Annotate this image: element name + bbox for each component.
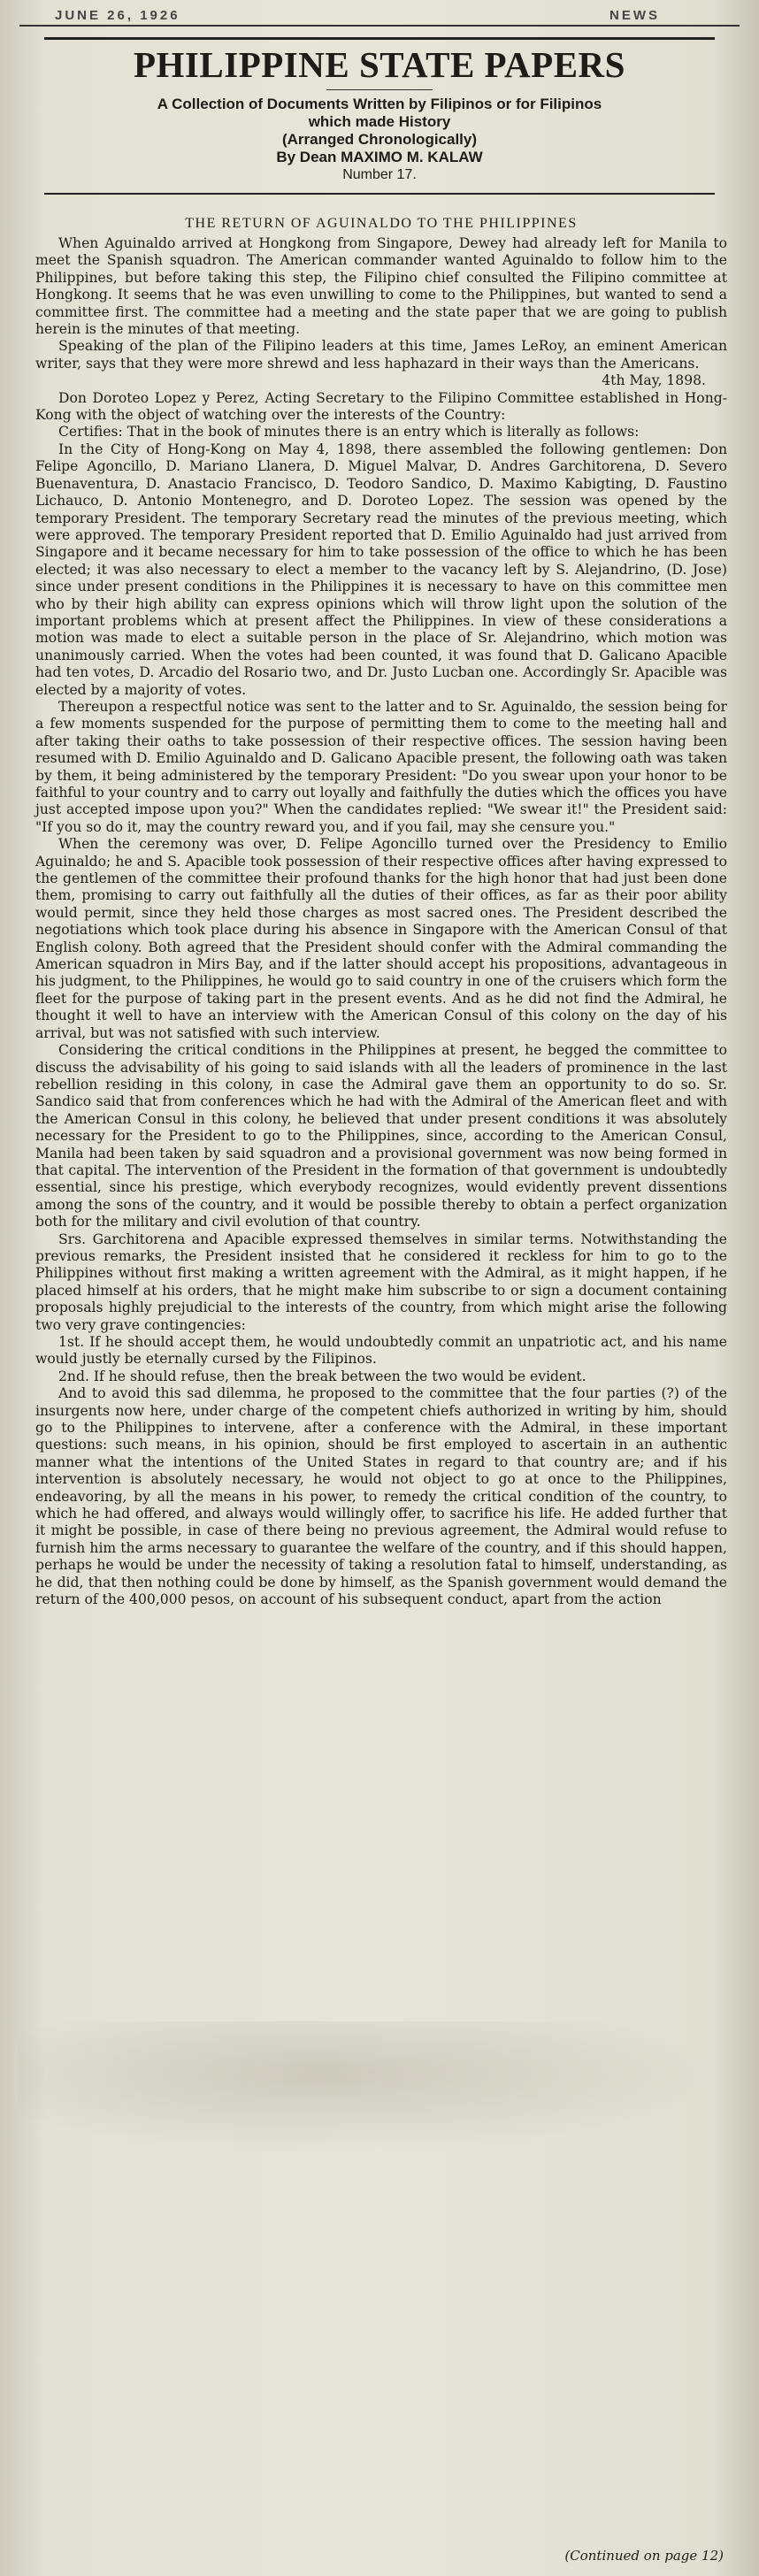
subtitle-line-2: which made History (308, 113, 451, 130)
article (19, 216, 740, 1609)
paragraph: Certifies: That in the book of minutes there is an entry which is literally as follows: (58, 424, 640, 441)
header-subtitle (44, 96, 715, 184)
masthead-date: JUNE 26, 1926 (55, 8, 180, 23)
paragraph: 1st. If he should accept them, he would undoubtedly commit an unpatriotic act, and his name would justly be eternally cursed by the Filipinos. (35, 1334, 727, 1368)
article-title: THE RETURN OF AGUINALDO TO THE PHILIPPINES (185, 216, 578, 231)
masthead-section: NEWS (610, 8, 660, 23)
paragraph: Srs. Garchitorena and Apacible expressed themselves in similar terms. Notwithstanding the previous remarks, the President insisted that he considered it reckless for him to go to the Philippines without first making a written agreement with the Admiral, as it might happen, if he placed himself at his orders, that he might make him subscribe to or sign a document containing proposals highly prejudicial to the interests of the country, from which might arise the following two very grave contingencies: (35, 1230, 727, 1333)
issue-number: Number 17. (342, 167, 417, 182)
paragraph: And to avoid this sad dilemma, he proposed to the committee that the four parties (?) of the insurgents now here, under charge of the competent chiefs authorized in writing by him, should go to the Philippines to intervene, after a conference with the Admiral, in these important questions: such means, in his opinion, should be first employed to ascertain in an authentic manner what the intentions of the United States in regard to that country are; and if his intervention is absolutely necessary, he would not object to go at once to the Philippines, endeavoring, by all the means in his power, to remedy the critical condition of the country, to which he had offered, and always would willingly offer, to sacrifice his life. He added further that it might be possible, in case of there being no previous agreement, the Admiral would refuse to furnish him the arms necessary to guarantee the welfare of the country, and if this should happen, perhaps he would be under the necessity of taking a resolution fatal to himself, understanding, as he did, that then nothing could be done by himself, as the Spanish government would demand the return of the 400,000 pesos, on account of his subsequent conduct, apart from the action (35, 1385, 727, 1608)
divider (326, 89, 433, 90)
paper-stain (18, 2021, 708, 2154)
article-body (35, 235, 727, 1609)
page-title: PHILIPPINE STATE PAPERS (134, 44, 625, 85)
minutes-date: 4th May, 1898. (602, 372, 706, 389)
subtitle-line-3: (Arranged Chronologically) (281, 131, 478, 148)
continued-note: (Continued on page 12) (564, 2548, 724, 2564)
paragraph: Don Doroteo Lopez y Perez, Acting Secretary to the Filipino Committee established in Hong-Kong with the object of watching over the interests of the Country: (35, 389, 727, 424)
paragraph: 2nd. If he should refuse, then the break between the two would be evident. (58, 1368, 586, 1384)
header-box (44, 37, 715, 195)
paragraph: When the ceremony was over, D. Felipe Agoncillo turned over the Presidency to Emilio Aguinaldo; he and S. Apacible took possession of their respective offices after having expressed to the gentlemen of the committee their profound thanks for the high honor that had just been done them, promising to carry out faithfully all the duties of their offices, as far as their poor ability would permit, since they held those charges as most sacred ones. The President described the negotiations which took place during his absence in Singapore with the American Consul of that English colony. Both agreed that the President should confer with the Admiral commanding the American squadron in Mirs Bay, and if the latter should accept his propositions, advantageous in his judgment, to the Philippines, he would go to said country in one of the cruisers which form the fleet for the purpose of taking part in the present events. And as he did not find the Admiral, he thought it well to have an interview with the American Consul of this colony on the day of his arrival, but was not satisfied with such interview. (35, 836, 727, 1041)
byline: By Dean MAXIMO M. KALAW (276, 149, 483, 165)
subtitle-line-1: A Collection of Documents Written by Filipinos or for Filipinos (157, 96, 602, 112)
paragraph: Speaking of the plan of the Filipino leaders at this time, James LeRoy, an eminent American writer, says that they were more shrewd and less haphazard in their ways than the Americans. (35, 338, 727, 372)
masthead (19, 0, 740, 27)
paragraph: Thereupon a respectful notice was sent to the latter and to Sr. Aguinaldo, the session being for a few moments suspended for the purpose of permitting them to come to the meeting hall and after taking their oaths to take possession of their respective offices. The session having been resumed with D. Emilio Aguinaldo and D. Galicano Apacible present, the following oath was taken by them, it being administered by the temporary President: "Do you swear upon your honor to be faithful to your country and to carry out loyally and faithfully the duties which the offices you have just accepted impose upon you?" When the candidates replied: "We swear it!" the President said: "If you so do it, may the country reward you, and if you fail, may she censure you." (35, 698, 727, 835)
paragraph: In the City of Hong-Kong on May 4, 1898, there assembled the following gentlemen: Don Felipe Agoncillo, D. Mariano Llanera, D. Miguel Malvar, D. Andres Garchitorena, D. Severo Buenaventura, D. Anastacio Francisco, D. Teodoro Sandico, D. Maximo Kabigting, D. Faustino Lichauco, D. Antonio Montenegro, and D. Doroteo Lopez. The session was opened by the temporary President. The temporary Secretary read the minutes of the previous meeting, which were approved. The temporary President reported that D. Emilio Aguinaldo had just arrived from Singapore and it became necessary for him to take possession of the office to which he has been elected; it was also necessary to elect a member to the vacancy left by S. Alejandrino, (D. Jose) since under present conditions in the Philippines it is necessary to have on this committee men who by their high ability can express opinions which will throw light upon the solution of the important problems which at present affect the Philippines. In view of these considerations a motion was made to elect a suitable person in the place of Sr. Alejandrino, which motion was unanimously carried. When the votes had been counted, it was found that D. Galicano Apacible had ten votes, D. Arcadio del Rosario two, and Dr. Justo Lucban one. Accordingly Sr. Apacible was elected by a majority of votes. (35, 441, 727, 698)
paragraph: When Aguinaldo arrived at Hongkong from Singapore, Dewey had already left for Manila to meet the Spanish squadron. The American commander wanted Aguinaldo to follow him to the Philippines, but before taking this step, the Filipino chief consulted the Filipino committee at Hongkong. It seems that he was even unwilling to come to the Philippines, but wanted to send a committee first. The committee had a meeting and the state paper that we are going to publish herein is the minutes of that meeting. (35, 235, 727, 338)
paragraph: Considering the critical conditions in the Philippines at present, he begged the committee to discuss the advisability of his going to said islands with all the leaders of prominence in the last rebellion residing in this colony, in case the Admiral gave them an opportunity to do so. Sr. Sandico said that from conferences which he had with the Admiral of the American fleet and with the American Consul in this colony, he believed that under present conditions it was absolutely necessary for the President to go to the Philippines, since, according to the American Consul, Manila had been taken by said squadron and a provisional government was now being formed in that capital. The intervention of the President in the formation of that government is undoubtedly essential, since his prestige, which everybody recognizes, would evidently prevent dissentions among the sons of the country, and it would be possible thereby to obtain a perfect organization both for the military and civil evolution of that country. (35, 1042, 727, 1230)
